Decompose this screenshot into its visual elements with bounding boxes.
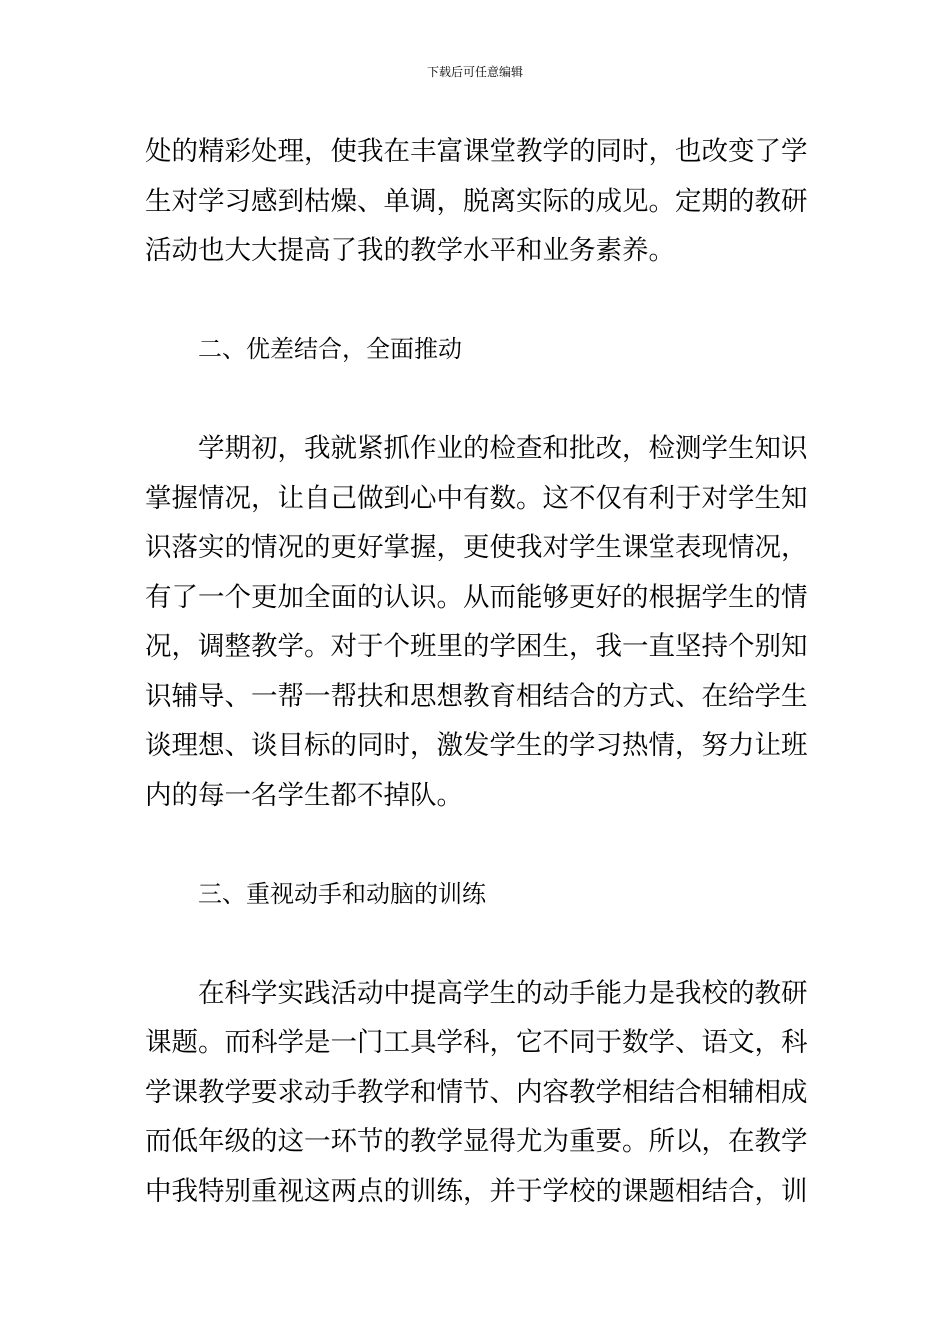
text-line: 谈理想、谈目标的同时，激发学生的学习热情，努力让班: [145, 730, 808, 761]
text-line: 识落实的情况的更好掌握，更使我对学生课堂表现情况，: [145, 532, 808, 563]
text-line: 识辅导、一帮一帮扶和思想教育相结合的方式、在给学生: [145, 680, 808, 712]
document-body: [145, 127, 810, 1216]
paragraph-gap: [145, 276, 810, 326]
text-line: 有了一个更加全面的认识。从而能够更好的根据学生的情: [145, 581, 808, 613]
text-line: 处的精彩处理，使我在丰富课堂教学的同时，也改变了学: [145, 136, 808, 167]
page-header: 下载后可任意编辑: [426, 65, 523, 79]
paragraph-section-3: [145, 969, 810, 1217]
paragraph-section-2: [145, 424, 810, 820]
text-line: 掌握情况，让自己做到心中有数。这不仅有利于对学生知: [145, 482, 808, 514]
paragraph-gap: [145, 820, 810, 870]
paragraph-gap: [145, 375, 810, 425]
text-line: 生对学习感到枯燥、单调，脱离实际的成见。定期的教研: [145, 185, 808, 217]
text-line: 内的每一名学生都不掉队。: [145, 779, 463, 811]
text-line: 况，调整教学。对于个班里的学困生，我一直坚持个别知: [145, 631, 808, 662]
paragraph-gap: [145, 919, 810, 969]
section-heading-2: 二、优差结合，全面推动: [198, 335, 462, 363]
paragraph-continued: [145, 127, 810, 276]
text-line: 课题。而科学是一门工具学科，它不同于数学、语文，科: [145, 1027, 808, 1058]
text-line: 中我特别重视这两点的训练，并于学校的课题相结合，训: [145, 1175, 808, 1207]
text-line: 学期初，我就紧抓作业的检查和批改，检测学生知识: [198, 433, 808, 464]
text-line: 在科学实践活动中提高学生的动手能力是我校的教研: [198, 977, 808, 1009]
text-line: 活动也大大提高了我的教学水平和业务素养。: [145, 235, 675, 266]
section-heading-3: 三、重视动手和动脑的训练: [198, 879, 486, 908]
text-line: 学课教学要求动手教学和情节、内容教学相结合相辅相成: [145, 1076, 808, 1108]
text-line: 而低年级的这一环节的教学显得尤为重要。所以，在教学: [145, 1126, 808, 1157]
